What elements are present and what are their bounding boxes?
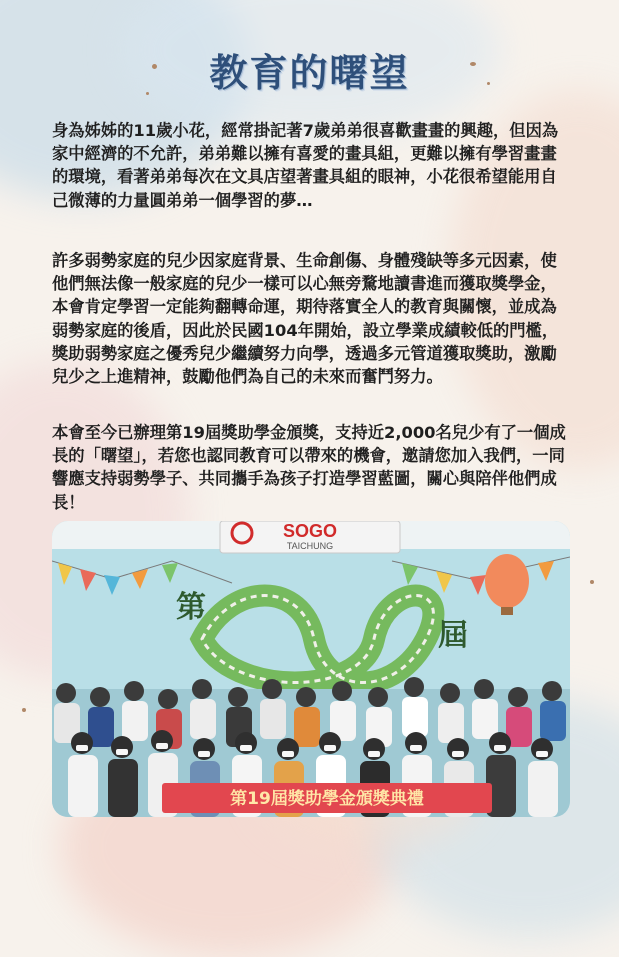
sign-city: TAICHUNG (286, 541, 334, 551)
page-title: 教育的曙望 (209, 51, 410, 95)
paint-speck (590, 580, 594, 584)
paint-speck (22, 708, 26, 712)
story-paragraph: 身為姊姊的11歲小花，經常掛記著7歲弟弟很喜歡畫畫的興趣，但因為家中經濟的不允許，弟弟難以擁有喜愛的畫具組，更難以擁有學習畫畫的環境，看著弟弟每次在文具店望著畫具組的眼神，小花很希望能用自己微薄的力量圓弟弟一個學習的夢… (52, 121, 559, 210)
sign-brand: SOGO (282, 521, 338, 541)
ceremony-photo (52, 521, 570, 817)
banner-text: 第19屆獎助學金頒獎典禮 (230, 789, 424, 809)
backdrop-text-right: 屆 (438, 618, 468, 653)
backdrop-text-left: 第 (176, 590, 206, 625)
invitation-paragraph: 本會至今已辦理第19屆獎助學金頒獎，支持近2,000名兒少有了一個成長的「曙望」，若您也認同教育可以帶來的機會，邀請您加入我們，一同響應支持弱勢學子、共同攜手為孩子打造學習藍圖，關心與陪伴他們成長！ (52, 423, 566, 512)
balloon-icon (485, 554, 529, 608)
mission-paragraph: 許多弱勢家庭的兒少因家庭背景、生命創傷、身體殘缺等多元因素，使他們無法像一般家庭的兒少一樣可以心無旁騖地讀書進而獲取獎學金，本會肯定學習一定能夠翻轉命運，期待落實全人的教育與關懷，並成為弱勢家庭的後盾，因此於民國104年開始，設立學業成績較低的門檻，獎助弱勢家庭之優秀兒少繼續努力向學，透過多元管道獲取獎助，激勵兒少之上進精神，鼓勵他們為自己的未來而奮鬥努力。 (52, 251, 559, 387)
